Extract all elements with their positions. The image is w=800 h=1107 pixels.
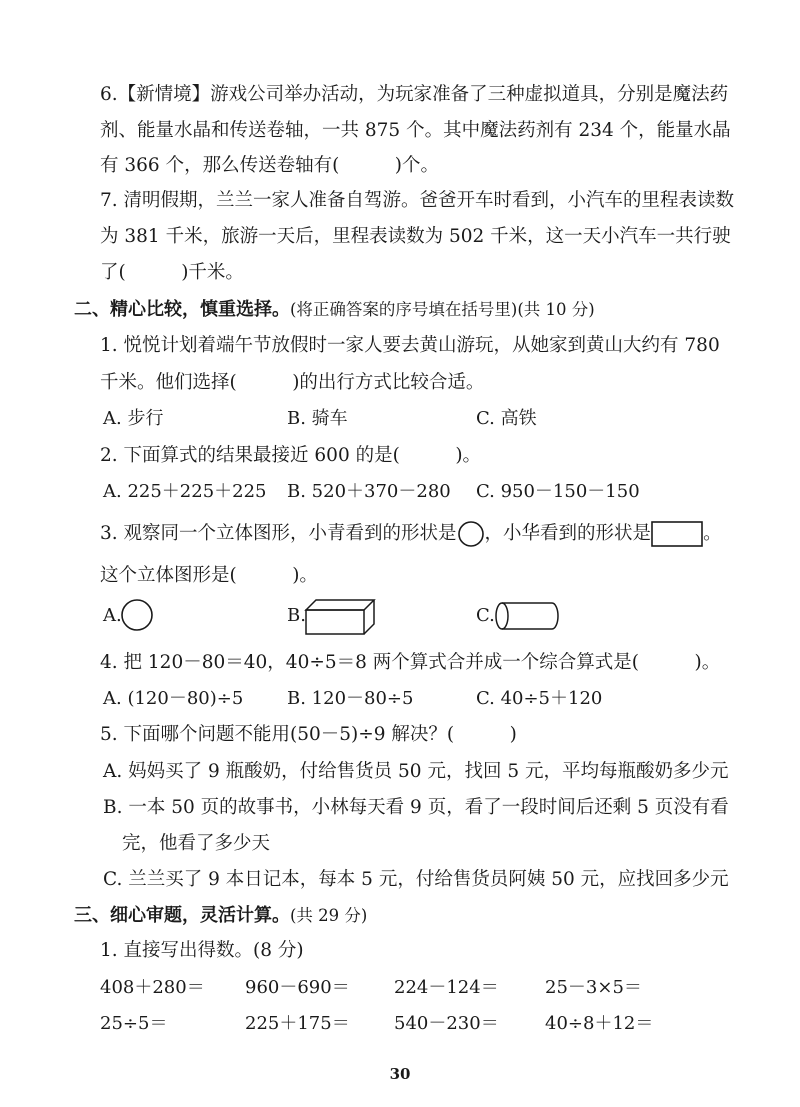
cuboid-figure <box>304 596 376 636</box>
calc-row2-col3: 540－230＝ <box>394 1013 499 1034</box>
s2-q3-option-a: A. <box>103 605 122 626</box>
s2-q5-line1: 5. 下面哪个问题不能用(50－5)÷9 解决？( ) <box>100 724 517 745</box>
cylinder-figure <box>494 600 560 632</box>
section2-note: (将正确答案的序号填在括号里)(共 10 分) <box>290 300 595 319</box>
s2-q4-line1: 4. 把 120－80＝40，40÷5＝8 两个算式合并成一个综合算式是( )。 <box>100 652 721 673</box>
calc-row2-col4: 40÷8＋12＝ <box>545 1013 654 1034</box>
section2-heading <box>74 297 595 323</box>
q6-line2: 剂、能量水晶和传送卷轴，一共 875 个。其中魔法药剂有 234 个，能量水晶 <box>100 120 731 141</box>
rectangle-view-figure <box>651 520 703 548</box>
section3-heading <box>74 903 367 929</box>
s2-q3-text-a: 3. 观察同一个立体图形，小青看到的形状是 <box>100 523 457 544</box>
s2-q4-option-b: B. 120－80÷5 <box>287 688 414 709</box>
s2-q3-line1 <box>100 520 722 548</box>
s2-q5-option-a: A. 妈妈买了 9 瓶酸奶，付给售货员 50 元，找回 5 元，平均每瓶酸奶多少元 <box>103 761 729 782</box>
s2-q1-option-b: B. 骑车 <box>287 408 348 429</box>
s2-q2-option-a: A. 225＋225＋225 <box>103 481 267 502</box>
q7-line1: 7. 清明假期，兰兰一家人准备自驾游。爸爸开车时看到，小汽车的里程表读数 <box>100 190 735 211</box>
circle-view-figure <box>457 520 485 548</box>
page-number: 30 <box>389 1065 411 1083</box>
s2-q2-option-b: B. 520＋370－280 <box>287 481 451 502</box>
calc-row1-col4: 25－3×5＝ <box>545 977 642 998</box>
section2-title: 二、精心比较，慎重选择。 <box>74 299 290 320</box>
calc-row1-col1: 408＋280＝ <box>100 977 205 998</box>
s2-q1-line1: 1. 悦悦计划着端午节放假时一家人要去黄山游玩，从她家到黄山大约有 780 <box>100 335 720 356</box>
s2-q5-option-c: C. 兰兰买了 9 本日记本，每本 5 元，付给售货员阿姨 50 元，应找回多少元 <box>103 869 729 890</box>
s2-q3-option-c: C. <box>476 605 495 626</box>
calc-row1-col2: 960－690＝ <box>245 977 350 998</box>
s2-q4-option-a: A. (120－80)÷5 <box>103 688 244 709</box>
s2-q5-option-b-line2: 完，他看了多少天 <box>122 833 271 854</box>
s2-q1-option-a: A. 步行 <box>103 408 164 429</box>
q6-line3: 有 366 个，那么传送卷轴有( )个。 <box>100 155 440 176</box>
s2-q1-option-c: C. 高铁 <box>476 408 537 429</box>
s2-q2-line1: 2. 下面算式的结果最接近 600 的是( )。 <box>100 445 482 466</box>
sphere-figure <box>120 598 154 632</box>
q7-line2: 为 381 千米，旅游一天后，里程表读数为 502 千米，这一天小汽车一共行驶 <box>100 226 731 247</box>
section3-note: (共 29 分) <box>290 906 368 925</box>
s3-q1-line1: 1. 直接写出得数。(8 分) <box>100 940 304 961</box>
q6-line1: 6.【新情境】游戏公司举办活动，为玩家准备了三种虚拟道具，分别是魔法药 <box>100 84 729 105</box>
section3-title: 三、细心审题，灵活计算。 <box>74 905 290 926</box>
s2-q3-text-b: ，小华看到的形状是 <box>484 523 652 544</box>
calc-row1-col3: 224－124＝ <box>394 977 499 998</box>
s2-q5-option-b-line1: B. 一本 50 页的故事书，小林每天看 9 页，看了一段时间后还剩 5 页没有看 <box>103 797 729 818</box>
s2-q3-text-c: 。 <box>703 523 722 544</box>
q7-line3: 了( )千米。 <box>100 262 244 283</box>
s2-q1-line2: 千米。他们选择( )的出行方式比较合适。 <box>100 372 485 393</box>
s2-q4-option-c: C. 40÷5＋120 <box>476 688 603 709</box>
s2-q3-line2: 这个立体图形是( )。 <box>100 565 318 586</box>
calc-row2-col2: 225＋175＝ <box>245 1013 350 1034</box>
s2-q3-option-b: B. <box>287 605 306 626</box>
s2-q2-option-c: C. 950－150－150 <box>476 481 640 502</box>
calc-row2-col1: 25÷5＝ <box>100 1013 168 1034</box>
